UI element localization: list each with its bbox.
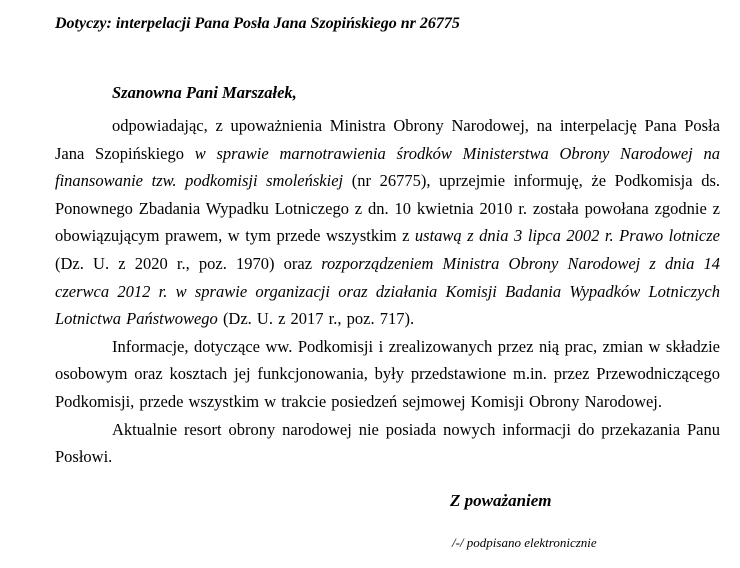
signature-note: /-/ podpisano elektronicznie	[452, 534, 597, 550]
text-run-italic: ustawą z dnia 3 lipca 2002 r. Prawo lotnicze	[414, 226, 720, 246]
paragraph-3	[55, 416, 720, 471]
paragraph-2	[55, 333, 720, 416]
letter-body	[55, 112, 720, 471]
text-run-normal: (Dz. U. z 2020 r., poz. 1970) oraz	[55, 253, 322, 273]
text-run-normal: (nr 26775), uprzejmie informuję, że Podkomisja ds. Ponownego Zbadania Wypadku Lotniczego z dn. 10 kwietnia 2010 r. została powołana zgodnie z obowiązującym prawem, w tym przede wszystkim z	[55, 171, 720, 246]
subject-line: Dotyczy: interpelacji Pana Posła Jana Szopińskiego nr 26775	[55, 15, 460, 32]
text-run-normal: Aktualnie resort obrony narodowej nie posiada nowych informacji do przekazania Panu Posłowi.	[55, 419, 720, 467]
text-run-normal: odpowiadając, z upoważnienia Ministra Obrony Narodowej, na interpelację Pana Posła Jana Szopińskiego	[55, 116, 720, 163]
paragraph-1	[55, 112, 720, 333]
salutation: Szanowna Pani Marszałek,	[112, 83, 297, 102]
text-run-normal: (Dz. U. z 2017 r., poz. 717).	[217, 309, 415, 329]
text-run-italic: w sprawie marnotrawienia środków Ministerstwa Obrony Narodowej na finansowanie tzw. podkomisji smoleńskiej	[55, 143, 721, 191]
text-run-normal: Informacje, dotyczące ww. Podkomisji i zrealizowanych przez nią prac, zmian w składzie osobowym oraz kosztach jej funkcjonowania, były przedstawione m.in. przez Przewodniczącego Podkomisji, przede wszystkim w trakcie posiedzeń sejmowej Komisji Obrony Narodowej.	[55, 336, 720, 411]
closing-phrase: Z poważaniem	[450, 490, 552, 510]
text-run-italic: rozporządzeniem Ministra Obrony Narodowej z dnia 14 czerwca 2012 r. w sprawie organizacji oraz działania Komisji Badania Wypadków Lotniczych Lotnictwa Państwowego	[55, 253, 720, 329]
